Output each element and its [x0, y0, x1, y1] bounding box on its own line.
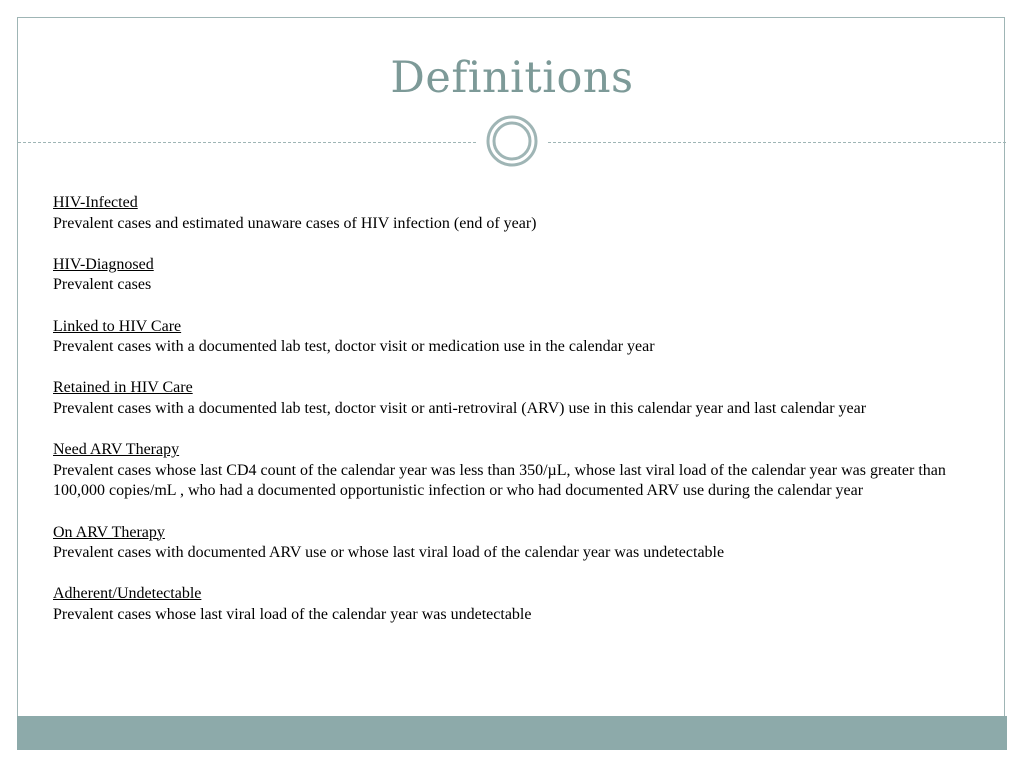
definition-term: Need ARV Therapy [53, 441, 180, 459]
definition-description: Prevalent cases and estimated unaware cases of HIV infection (end of year) [53, 214, 537, 232]
definition-item [53, 440, 953, 502]
title-divider-left [18, 142, 476, 143]
definition-description: Prevalent cases whose last CD4 count of the calendar year was less than 350/µL, whose last viral load of the calendar year was greater than 100,000 copies/mL , who had a documented opportunistic infection or who had documented ARV use during the calendar year [53, 461, 946, 500]
definition-term: HIV-Diagnosed [53, 255, 154, 273]
definition-item [53, 523, 953, 564]
definition-item [53, 193, 953, 234]
definition-term: On ARV Therapy [53, 523, 165, 541]
title-divider-right [548, 142, 1006, 143]
definition-description: Prevalent cases with a documented lab test, doctor visit or anti-retroviral (ARV) use in this calendar year and last calendar year [53, 399, 867, 417]
definition-term: Retained in HIV Care [53, 379, 193, 397]
definition-term: Adherent/Undetectable [53, 585, 202, 603]
slide-title: Definitions [390, 53, 634, 103]
definition-description: Prevalent cases whose last viral load of the calendar year was undetectable [53, 605, 532, 623]
definition-item [53, 378, 953, 419]
definition-description: Prevalent cases [53, 276, 152, 294]
footer-bar [17, 716, 1007, 750]
circle-ornament-icon [486, 115, 538, 167]
definition-description: Prevalent cases with a documented lab test, doctor visit or medication use in the calendar year [53, 338, 655, 356]
definitions-list [53, 193, 953, 646]
definition-item [53, 317, 953, 358]
definition-term: HIV-Infected [53, 194, 138, 211]
definition-item [53, 255, 953, 296]
definition-item [53, 584, 953, 625]
definition-description: Prevalent cases with documented ARV use or whose last viral load of the calendar year was undetectable [53, 544, 725, 562]
definition-term: Linked to HIV Care [53, 317, 182, 335]
